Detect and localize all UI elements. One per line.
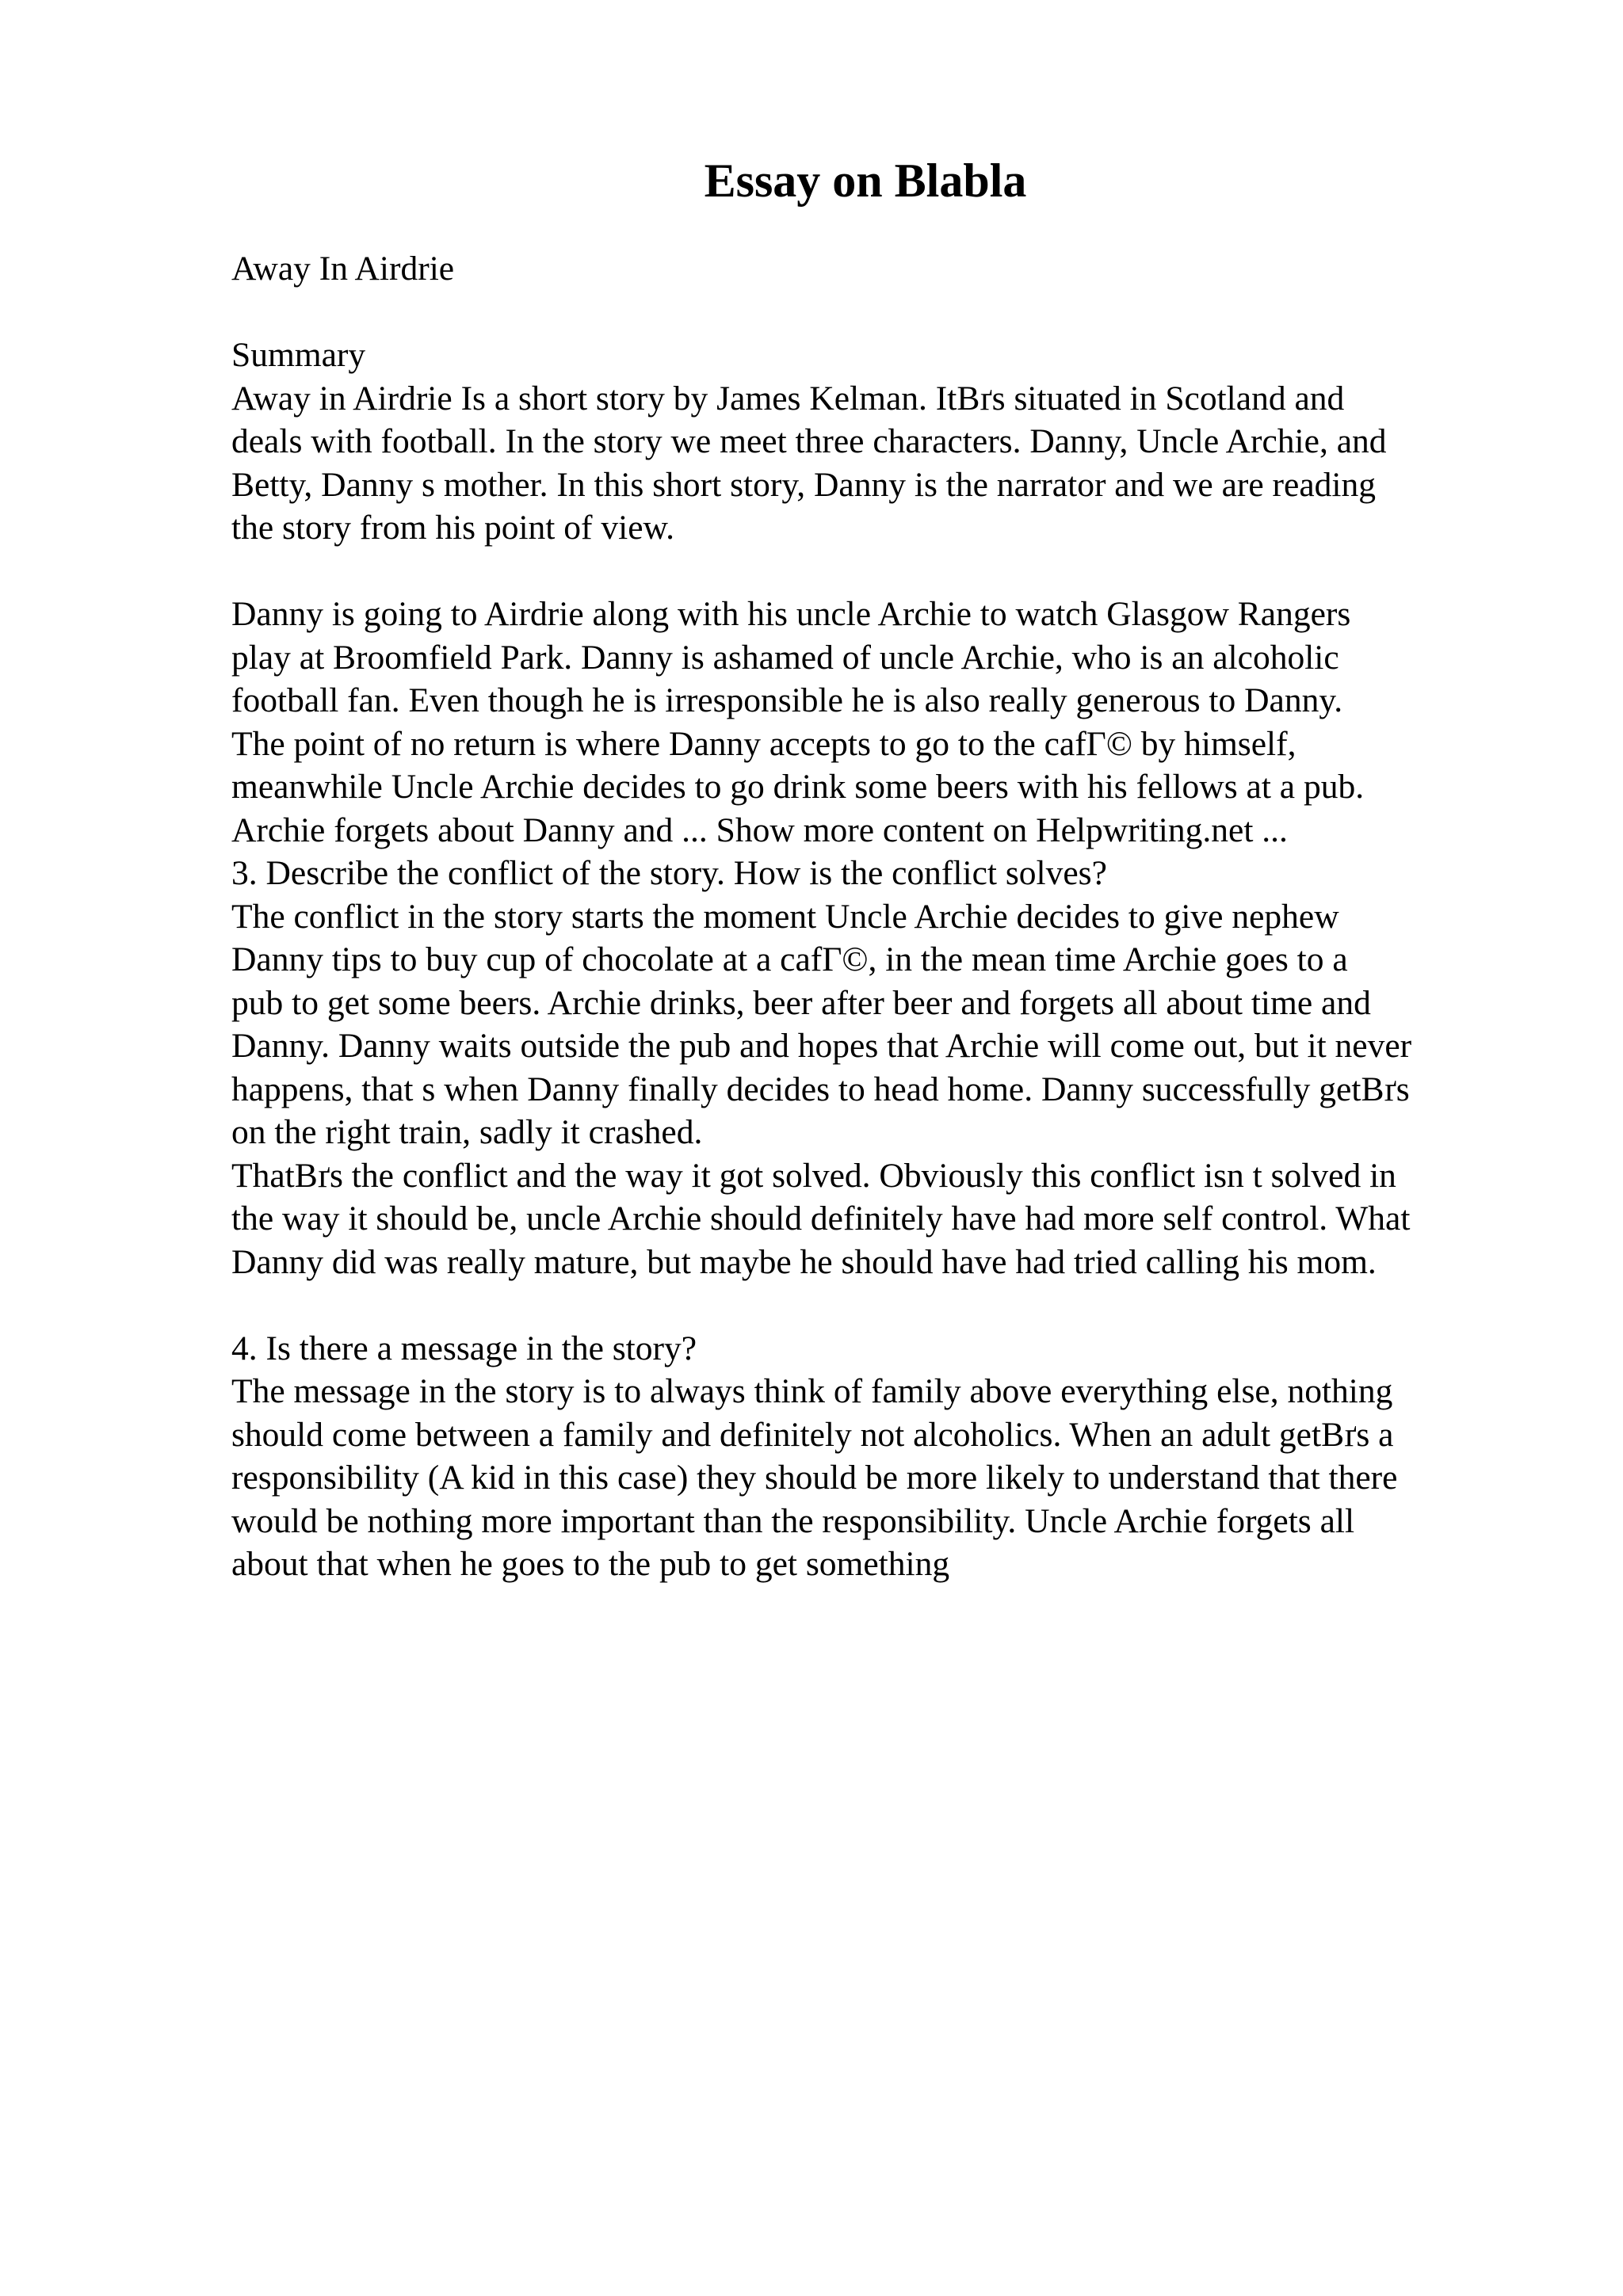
essay-body (231, 334, 1594, 1586)
text-line: Archie forgets about Danny and ... Show more content on Helpwriting.net ... (231, 810, 1288, 849)
text-line: 3. Describe the conflict of the story. How is the conflict solves? (231, 854, 1107, 892)
text-line: Danny is going to Airdrie along with his uncle Archie to watch Glasgow Rangers (231, 595, 1351, 633)
text-line: The message in the story is to always think of family above everything else, nothing (231, 1372, 1393, 1410)
text-line: meanwhile Uncle Archie decides to go drink some beers with his fellows at a pub. (231, 768, 1365, 806)
text-line: The conflict in the story starts the moment Uncle Archie decides to give nephew (231, 897, 1339, 936)
paragraph-gap (231, 550, 1594, 593)
text-line: pub to get some beers. Archie drinks, beer after beer and forgets all about time and (231, 983, 1371, 1022)
text-line: Danny. Danny waits outside the pub and hopes that Archie will come out, but it never (231, 1027, 1412, 1065)
text-line: ThatВґs the conflict and the way it got solved. Obviously this conflict isn t solved in (231, 1156, 1396, 1195)
text-line: football fan. Even though he is irresponsible he is also really generous to Danny. (231, 681, 1343, 719)
text-line: Away in Airdrie Is a short story by James Kelman. ItВґs situated in Scotland and (231, 379, 1345, 418)
text-line: responsibility (A kid in this case) they should be more likely to understand that there (231, 1459, 1398, 1497)
paragraph-gap (231, 1283, 1594, 1327)
document-subtitle: Away In Airdrie (231, 250, 455, 288)
paragraph (231, 334, 1594, 550)
text-line: would be nothing more important than the responsibility. Uncle Archie forgets all (231, 1501, 1355, 1540)
text-line: about that when he goes to the pub to get something (231, 1545, 950, 1583)
paragraph (231, 593, 1594, 1283)
text-line: 4. Is there a message in the story? (231, 1329, 697, 1367)
text-line: the way it should be, uncle Archie should definitely have had more self control. What (231, 1199, 1411, 1238)
text-line: Danny did was really mature, but maybe he should have had tried calling his mom. (231, 1242, 1377, 1281)
text-line: deals with football. In the story we meet three characters. Danny, Uncle Archie, and (231, 422, 1387, 460)
text-line: Betty, Danny s mother. In this short story, Danny is the narrator and we are reading (231, 465, 1376, 504)
document-title: Essay on Blabla (704, 154, 1027, 207)
paragraph (231, 1327, 1594, 1586)
text-line: the story from his point of view. (231, 509, 674, 547)
text-line: Summary (231, 336, 366, 374)
text-line: happens, that s when Danny finally decides to head home. Danny successfully getВґs (231, 1070, 1410, 1108)
text-line: should come between a family and definitely not alcoholics. When an adult getВґs a (231, 1415, 1394, 1454)
text-line: Danny tips to buy cup of chocolate at a cafГ©, in the mean time Archie goes to a (231, 940, 1348, 978)
document-subtitle-block (231, 247, 1594, 291)
text-line: play at Broomfield Park. Danny is ashamed of uncle Archie, who is an alcoholic (231, 638, 1339, 677)
text-line: The point of no return is where Danny accepts to go to the cafГ© by himself, (231, 724, 1296, 763)
text-line: on the right train, sadly it crashed. (231, 1113, 703, 1151)
